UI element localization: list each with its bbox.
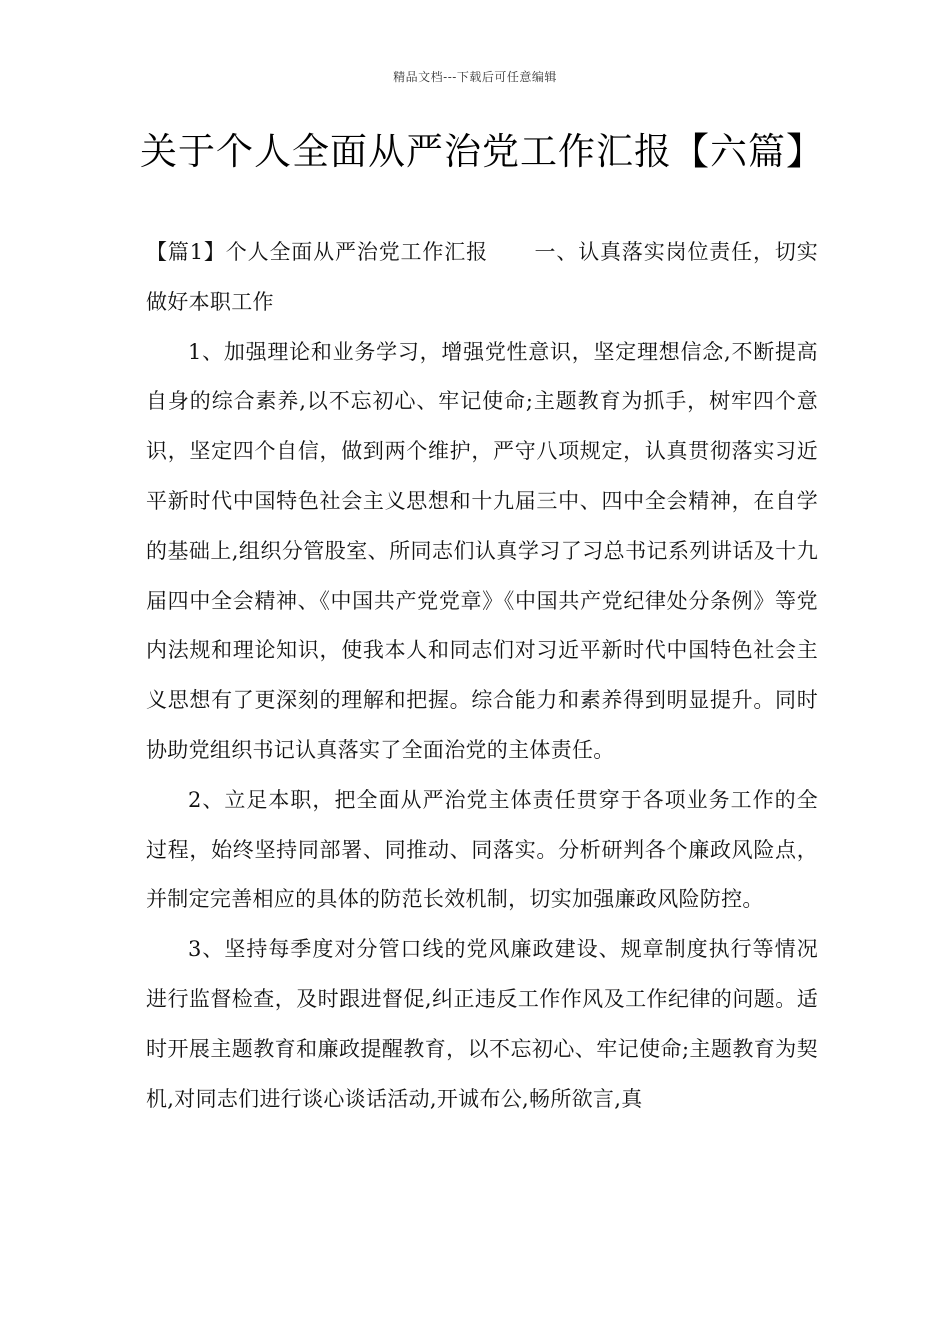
paragraph-3: 3、坚持每季度对分管口线的党风廉政建设、规章制度执行等情况进行监督检查，及时跟进督促,纠正违反工作作风及工作纪律的问题。适时开展主题教育和廉政提醒教育，以不忘初心、牢记使命;主题教育为契机,对同志们进行谈心谈话活动,开诚布公,畅所欲言,真 [146,937,818,1111]
intro-section-title: 【篇1】个人全面从严治党工作汇报 [146,240,488,264]
header-note: 精品文档---下载后可任意编辑 [393,70,557,84]
intro-paragraph [146,228,818,328]
document-body [146,228,818,1124]
document-title: 关于个人全面从严治党工作汇报【六篇】 [140,130,824,173]
paragraph-2: 2、立足本职，把全面从严治党主体责任贯穿于各项业务工作的全过程，始终坚持同部署、同推动、同落实。分析研判各个廉政风险点，并制定完善相应的具体的防范长效机制，切实加强廉政风险防控。 [146,787,818,912]
paragraph-1: 1、加强理论和业务学习，增强党性意识，坚定理想信念,不断提高自身的综合素养,以不忘初心、牢记使命;主题教育为抓手，树牢四个意识，坚定四个自信，做到两个维护，严守八项规定，认真贯彻落实习近平新时代中国特色社会主义思想和十九届三中、四中全会精神，在自学的基础上,组织分管股室、所同志们认真学习了习总书记系列讲话及十九届四中全会精神、《中国共产党党章》《中国共产党纪律处分条例》等党内法规和理论知识，使我本人和同志们对习近平新时代中国特色社会主义思想有了更深刻的理解和把握。综合能力和素养得到明显提升。同时协助党组织书记认真落实了全面治党的主体责任。 [146,339,818,762]
intro-section-heading: 一、认真落实岗位责任，切实做好本职工作 [146,240,818,314]
